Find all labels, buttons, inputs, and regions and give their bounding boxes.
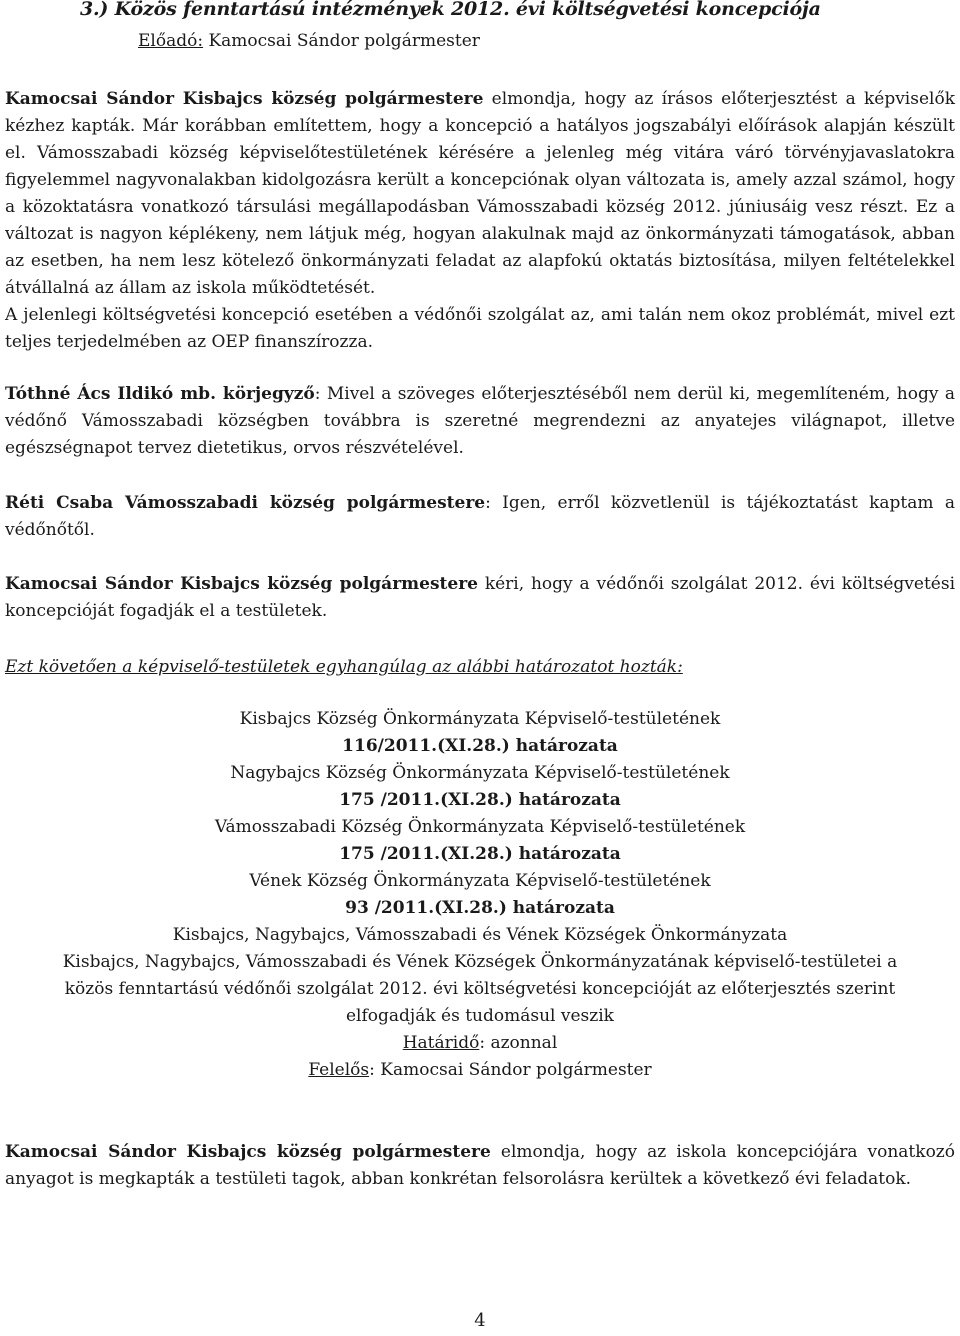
paragraph-mayor-kisbajcs: [5, 86, 955, 302]
resolution-body: Vének Község Önkormányzata Képviselő-testületének: [249, 871, 711, 891]
resolution-body: Kisbajcs Község Önkormányzata Képviselő-testületének: [239, 709, 721, 729]
presenter-line: [138, 31, 480, 51]
deadline-line: [0, 1030, 960, 1057]
resolution-number: 175 /2011.(XI.28.) határozata: [339, 844, 621, 864]
presenter-name: Kamocsai Sándor polgármester: [203, 31, 480, 51]
deadline-label: Határidő: [402, 1033, 480, 1053]
speaker-name: Kamocsai Sándor Kisbajcs község polgármestere: [5, 574, 478, 594]
resolution-body: Vámosszabadi Község Önkormányzata Képviselő-testületének: [214, 817, 746, 837]
responsible-line: [0, 1057, 960, 1084]
speaker-name: Tóthné Ács Ildikó mb. körjegyző: [5, 384, 315, 404]
paragraph-text: : Igen, erről közvetlenül is tájékoztatást kaptam a védőnőtől.: [5, 493, 955, 540]
presenter-label: Előadó:: [138, 31, 204, 51]
resolution-text-line: Kisbajcs, Nagybajcs, Vámosszabadi és Vének Községek Önkormányzata: [172, 925, 788, 945]
decision-intro: [5, 654, 955, 681]
intro-text: Ezt követően a képviselő-testületek egyhangúlag az alábbi határozatot hozták:: [5, 657, 683, 677]
section-heading: 3.) Közös fenntartású intézmények 2012. évi költségvetési koncepciója: [80, 0, 821, 20]
resolution-block: [0, 706, 960, 1084]
deadline-value: : azonnal: [479, 1033, 558, 1053]
resolution-body: Nagybajcs Község Önkormányzata Képviselő-testületének: [230, 763, 730, 783]
paragraph-text: elmondja, hogy az iskola koncepciójára vonatkozó anyagot is megkapták a testületi tagok, abban konkrétan felsorolásra kerültek a következő évi feladatok.: [5, 1142, 955, 1189]
speaker-name: Kamocsai Sándor Kisbajcs község polgármestere: [5, 89, 484, 109]
resolution-number: 175 /2011.(XI.28.) határozata: [339, 790, 621, 810]
responsible-value: : Kamocsai Sándor polgármester: [369, 1060, 652, 1080]
speaker-name: Réti Csaba Vámosszabadi község polgármestere: [5, 493, 486, 513]
paragraph-oep-financing: [5, 302, 955, 356]
paragraph-text: kéri, hogy a védőnői szolgálat 2012. évi költségvetési koncepcióját fogadják el a testületek.: [5, 574, 955, 621]
speaker-name: Kamocsai Sándor Kisbajcs község polgármestere: [5, 1142, 491, 1162]
resolution-number: 116/2011.(XI.28.) határozata: [342, 736, 618, 756]
paragraph-school-concept: [5, 1139, 955, 1193]
paragraph-text: A jelenlegi költségvetési koncepció esetében a védőnői szolgálat az, ami talán nem okoz problémát, mivel ezt teljes terjedelmében az OEP finanszírozza.: [5, 305, 955, 352]
resolution-text-line: közös fenntartású védőnői szolgálat 2012. évi költségvetési koncepcióját az előterjesztés szerint: [64, 979, 896, 999]
paragraph-text: : Mivel a szöveges előterjesztéséből nem derül ki, megemlíteném, hogy a védőnő Vámosszabadi községben továbbra is szeretné megrendezni az anyatejes világnapot, illetve egészségnapot tervez dietetikus, orvos részvételével.: [5, 384, 955, 458]
paragraph-clerk: [5, 381, 955, 462]
paragraph-mayor-vamosszabadi: [5, 490, 955, 544]
resolution-text-line: Kisbajcs, Nagybajcs, Vámosszabadi és Vének Községek Önkormányzatának képviselő-testületei a: [62, 952, 898, 972]
paragraph-request: [5, 571, 955, 625]
paragraph-text: elmondja, hogy az írásos előterjesztést a képviselők kézhez kapták. Már korábban említettem, hogy a koncepció a hatályos jogszabályi előírások alapján készült el. Vámosszabadi község képviselőtestületének kérésére a jelenleg még vitára váró törvényjavaslatokra figyelemmel nagyvonalakban kidolgozásra került a koncepciónak olyan változata is, amely azzal számol, hogy a közoktatásra vonatkozó társulási megállapodásban Vámosszabadi község 2012. júniusáig vesz részt. Ez a változat is nagyon képlékeny, nem látjuk még, hogyan alakulnak majd az önkormányzati támogatások, abban az esetben, ha nem lesz kötelező önkormányzati feladat az alapfokú oktatás biztosítása, milyen feltételekkel átvállalná az állam az iskola működtetését.: [5, 89, 955, 298]
resolution-number: 93 /2011.(XI.28.) határozata: [345, 898, 615, 918]
resolution-text-line: elfogadják és tudomásul veszik: [346, 1006, 614, 1026]
page-number: 4: [474, 1310, 486, 1331]
responsible-label: Felelős: [308, 1060, 370, 1080]
